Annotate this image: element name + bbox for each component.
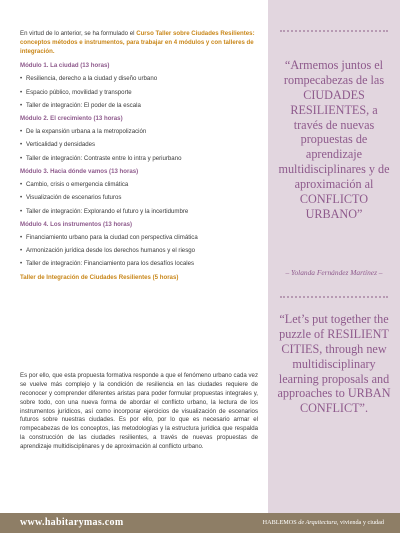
quote-english: “Let’s put together the puzzle of RESILIENT CITIES, through new multidisciplinary learning proposals and approaches to URBAN CONFLICT”. xyxy=(277,312,391,416)
list-item: • Espacio público, movilidad y transporte xyxy=(20,89,256,98)
list-item: • Cambio, crisis o emergencia climática xyxy=(20,181,256,190)
module-items xyxy=(20,234,256,269)
tagline-part: HABLEMOS xyxy=(262,519,299,526)
list-item: • Taller de integración: El poder de la escala xyxy=(20,102,256,111)
website-link[interactable]: www.habitarymas.com xyxy=(20,517,124,528)
module-1 xyxy=(20,62,256,110)
tagline-part: , vivienda y ciudad xyxy=(336,519,384,526)
module-4 xyxy=(20,221,256,269)
module-title: Módulo 3. Hacia dónde vamos (13 horas) xyxy=(20,168,139,176)
module-3 xyxy=(20,168,256,216)
course-content xyxy=(20,30,256,283)
module-title: Módulo 1. La ciudad (13 horas) xyxy=(20,62,110,70)
list-item: • Visualización de escenarios futuros xyxy=(20,194,256,203)
dotted-divider xyxy=(280,30,388,32)
quote-author: – Yolanda Fernández Martínez – xyxy=(285,268,383,277)
list-item: • Taller de integración: Explorando el futuro y la incertidumbre xyxy=(20,208,256,217)
body-paragraph: Es por ello, que esta propuesta formativa responde a que el fenómeno urbano cada vez se vuelve más complejo y la condición de resiliencia en las ciudades requiere de reconocer y comprender diferentes aristas para poder formular propuestas integrales y, sobre todo, con una nueva forma de abordar el conflicto urbano, la lectura de los instrumentos jurídicos, así como incorporar ejercicios de visualización de escenarios futuros sobre nuestras ciudades. Es por ello, por lo que es necesario armar el rompecabezas de los conceptos, las metodologías y la estructura jurídica que respalda la construcción de las ciudades resilientes, a través de nuevas propuestas de aprendizaje multidisciplinares y de aproximación al conflicto urbano. xyxy=(20,372,258,451)
list-item: • Verticalidad y densidades xyxy=(20,141,256,150)
page-footer xyxy=(0,513,400,533)
tagline-italic: de Arquitectura xyxy=(298,519,337,526)
list-item: • Taller de integración: Financiamiento para los desafíos locales xyxy=(20,260,256,269)
list-item: • Taller de integración: Contraste entre lo intra y periurbano xyxy=(20,155,256,164)
dotted-divider xyxy=(280,296,388,298)
quote-spanish: “Armemos juntos el rompecabezas de las CIUDADES RESILIENTES, a través de nuevas propuestas de aprendizaje multidisciplinares y de aproximación al CONFLICTO URBANO” xyxy=(278,58,390,221)
list-item: • Financiamiento urbano para la ciudad con perspectiva climática xyxy=(20,234,256,243)
list-item: • Armonización jurídica desde los derechos humanos y el riesgo xyxy=(20,247,256,256)
list-item: • De la expansión urbana a la metropolización xyxy=(20,128,256,137)
intro-highlight: Curso Taller sobre Ciudades Resilientes: conceptos métodos e instrumentos, para trabajar en 4 módulos y con talleres de integración. xyxy=(20,30,255,55)
module-items xyxy=(20,128,256,163)
list-item: • Resiliencia, derecho a la ciudad y diseño urbano xyxy=(20,75,256,84)
quote-sidebar xyxy=(268,0,400,513)
module-title: Módulo 2. El crecimiento (13 horas) xyxy=(20,115,123,123)
module-items xyxy=(20,181,256,216)
intro-lead: En virtud de lo anterior, se ha formulado el xyxy=(20,30,137,37)
module-title: Módulo 4. Los instrumentos (13 horas) xyxy=(20,220,133,228)
final-module-title: Taller de Integración de Ciudades Resilientes (5 horas) xyxy=(20,273,179,281)
footer-tagline xyxy=(263,519,384,526)
module-2 xyxy=(20,115,256,163)
module-items xyxy=(20,75,256,110)
intro-paragraph xyxy=(20,30,256,56)
